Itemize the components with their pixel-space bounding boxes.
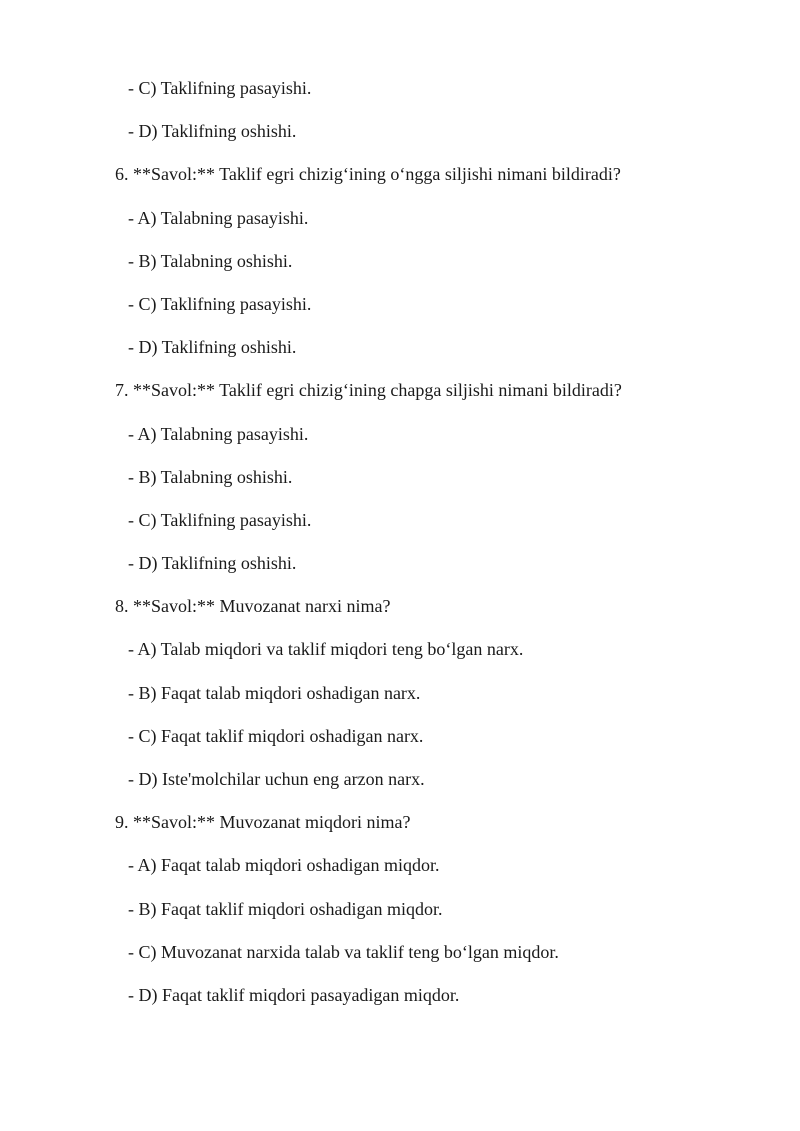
answer-option: - D) Taklifning oshishi. — [128, 121, 297, 142]
answer-option: - A) Talab miqdori va taklif miqdori teng bo‘lgan narx. — [128, 639, 524, 660]
answer-option: - D) Taklifning oshishi. — [128, 337, 297, 358]
answer-option: - D) Iste'molchilar uchun eng arzon narx. — [128, 769, 425, 789]
answer-option: - B) Faqat taklif miqdori oshadigan miqdor. — [128, 898, 443, 919]
question-text: 7. **Savol:** Taklif egri chizig‘ining chapga siljishi nimani bildiradi? — [115, 380, 622, 401]
answer-option: - D) Faqat taklif miqdori pasayadigan miqdor. — [128, 984, 460, 1005]
answer-option: - B) Faqat talab miqdori oshadigan narx. — [128, 682, 421, 703]
question-text: 9. **Savol:** Muvozanat miqdori nima? — [115, 812, 411, 833]
answer-option: - B) Talabning oshishi. — [128, 466, 293, 487]
answer-option: - C) Taklifning pasayishi. — [128, 509, 312, 530]
answer-option: - A) Talabning pasayishi. — [128, 207, 309, 228]
answer-option: - C) Taklifning pasayishi. — [128, 78, 312, 98]
answer-option: - D) Taklifning oshishi. — [128, 553, 297, 574]
answer-option: - B) Talabning oshishi. — [128, 250, 293, 271]
question-text: 8. **Savol:** Muvozanat narxi nima? — [115, 596, 391, 617]
question-text: 6. **Savol:** Taklif egri chizig‘ining o‘ngga siljishi nimani bildiradi? — [115, 164, 621, 185]
answer-option: - A) Faqat talab miqdori oshadigan miqdor. — [128, 855, 440, 876]
answer-option: - A) Talabning pasayishi. — [128, 423, 309, 444]
answer-option: - C) Taklifning pasayishi. — [128, 293, 312, 314]
answer-option: - C) Muvozanat narxida talab va taklif teng bo‘lgan miqdor. — [128, 941, 559, 962]
document-body — [0, 75, 800, 1025]
answer-option: - C) Faqat taklif miqdori oshadigan narx. — [128, 725, 424, 746]
